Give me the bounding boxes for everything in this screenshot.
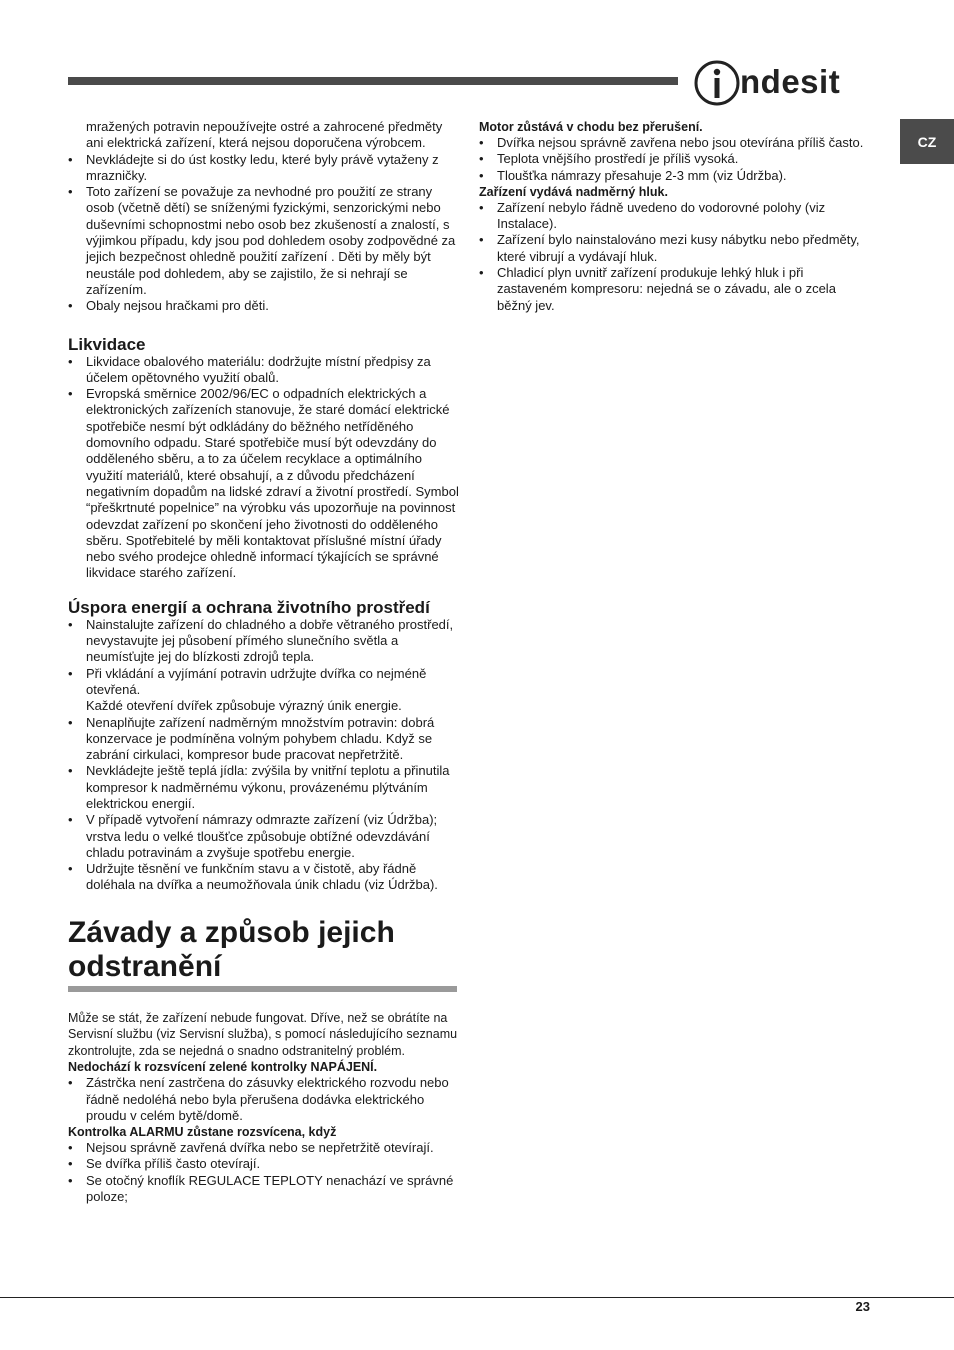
list-item: • Chladicí plyn uvnitř zařízení produkuje lehký hluk i při zastaveném kompresoru: nejedná se o závadu, ale o zcela běžný jev. [479,265,869,314]
problem-list [479,135,869,184]
list-item: • Nejsou správně zavřená dvířka nebo se nepřetržitě otevírají. [68,1140,460,1156]
list-item: • Toto zařízení se považuje za nevhodné pro použití ze strany osob (včetně dětí) se sníženými fyzickými, senzorickými nebo duševními schopnostmi nebo osob bez zkušeností a znalostí, s výjimkou případu, kdy jsou pod dohledem osoby zodpovědné za jejich bezpečnost ohledně použití zařízení . Děti by měly být neustále pod dohledem, aby se zajistilo, že si nehrají se zařízením. [68,184,460,298]
left-column [68,119,460,1205]
list-item: • Dvířka nejsou správně zavřena nebo jsou otevírána příliš často. [479,135,869,151]
language-tab: CZ [900,119,954,164]
list-item: • Obaly nejsou hračkami pro děti. [68,298,460,314]
indesit-i-icon [694,58,740,108]
problem-heading: Kontrolka ALARMU zůstane rozsvícena, když [68,1125,337,1140]
list-item: • Se dvířka příliš často otevírají. [68,1156,460,1172]
continuation-text: mražených potravin nepoužívejte ostré a zahrocené předměty ani elektrická zařízení, která nejsou doporučena výrobcem. [86,119,443,151]
list-item: • Nenaplňujte zařízení nadměrným množstvím potravin: dobrá konzervace je podmíněna volným pohybem chladu. Když se zabrání cirkulaci, kompresor bude pracovat nepřetržitě. [68,715,460,764]
energy-list [68,617,460,894]
troubleshooting-heading: Závady a způsob jejich odstranění [68,915,395,983]
list-item: • Tloušťka námrazy přesahuje 2-3 mm (viz Údržba). [479,168,869,184]
list-item: • Zařízení nebylo řádně uvedeno do vodorovné polohy (viz Instalace). [479,200,869,233]
problem-heading: Zařízení vydává nadměrný hluk. [479,184,668,199]
problem-list [479,200,869,314]
list-item: • Evropská směrnice 2002/96/EC o odpadních elektrických a elektronických zařízeních stanovuje, že staré domácí elektrické spotřebiče nesmí být odkládány do běžného netříděného domovního odpadu. Staré spotřebiče musí být odevzdány do odděleného sběru, a to za účelem recyklace a optimálního využití materiálů, které obsahují, a z důvodu předcházení negativním dopadům na lidské zdraví a životní prostředí. Symbol “přeškrtnuté popelnice” na výrobku vás upozorňuje na povinnost odevzdat zařízení po skončení jeho životnosti do odděleného sběru. Spotřebitelé by měli kontaktovat příslušné místní úřady nebo svého prodejce ohledně informací týkajících se správné likvidace starého zařízení. [68,386,460,582]
energy-heading: Úspora energií a ochrana životního prostředí [68,597,430,617]
disposal-list [68,354,460,582]
right-column [479,119,869,314]
problem-heading: Nedochází k rozsvícení zelené kontrolky NAPÁJENÍ. [68,1060,378,1075]
list-item: • Likvidace obalového materiálu: dodržujte místní předpisy za účelem opětovného využití obalů. [68,354,460,387]
footer-divider [0,1297,954,1298]
door-note: Každé otevření dvířek způsobuje výrazný únik energie. [86,698,402,714]
header-bar [68,77,678,85]
problem-heading: Motor zůstává v chodu bez přerušení. [479,120,703,134]
list-item-text: Při vkládání a vyjímání potravin udržujte dvířka co nejméně otevřená. [86,665,427,697]
logo-text: ndesit [740,63,841,100]
heading-underline [68,986,457,992]
page-number: 23 [855,1299,870,1314]
list-item: • Teplota vnějšího prostředí je příliš vysoká. [479,151,869,167]
list-item: • Se otočný knoflík REGULACE TEPLOTY nenachází ve správné poloze; [68,1173,460,1206]
list-item: • Nainstalujte zařízení do chladného a dobře větraného prostředí, nevystavujte jej působení přímého slunečního světla a neumísťujte jej do blízkosti zdrojů tepla. [68,617,460,666]
list-item: • Udržujte těsnění ve funkčním stavu a v čistotě, aby řádně doléhala na dvířka a neumožňovala únik chladu (viz Údržba). [68,861,460,894]
list-item: • Zařízení bylo nainstalováno mezi kusy nábytku nebo předměty, které vibrují a vydávají hluk. [479,232,869,265]
list-item: • V případě vytvoření námrazy odmrazte zařízení (viz Údržba); vrstva ledu o velké tloušťce způsobuje obtížné odevzdávání chladu potravinám a zvyšuje spotřebu energie. [68,812,460,861]
problem-list [68,1140,460,1205]
list-item: • Nevkládejte ještě teplá jídla: zvýšila by vnitřní teplotu a přinutila kompresor k nadměrnému výkonu, provázenému plýtváním elektrickou energií. [68,763,460,812]
disposal-heading: Likvidace [68,334,146,354]
list-item: • Nevkládejte si do úst kostky ledu, které byly právě vytaženy z mrazničky. [68,152,460,185]
list-item: • Zástrčka není zastrčena do zásuvky elektrického rozvodu nebo řádně nedoléhá nebo byla přerušena dodávka elektrického proudu v celém bytě/domě. [68,1075,460,1124]
problem-list [68,1075,460,1124]
safety-list [68,152,460,315]
troubleshooting-intro: Může se stát, že zařízení nebude fungovat. Dříve, než se obrátíte na Servisní službu (viz Servisní služba), s pomocí následujícího seznamu zkontrolujte, zda se nejedná o snadno odstranitelný problém. [68,1010,458,1058]
list-item [68,666,460,715]
brand-logo [694,58,874,108]
